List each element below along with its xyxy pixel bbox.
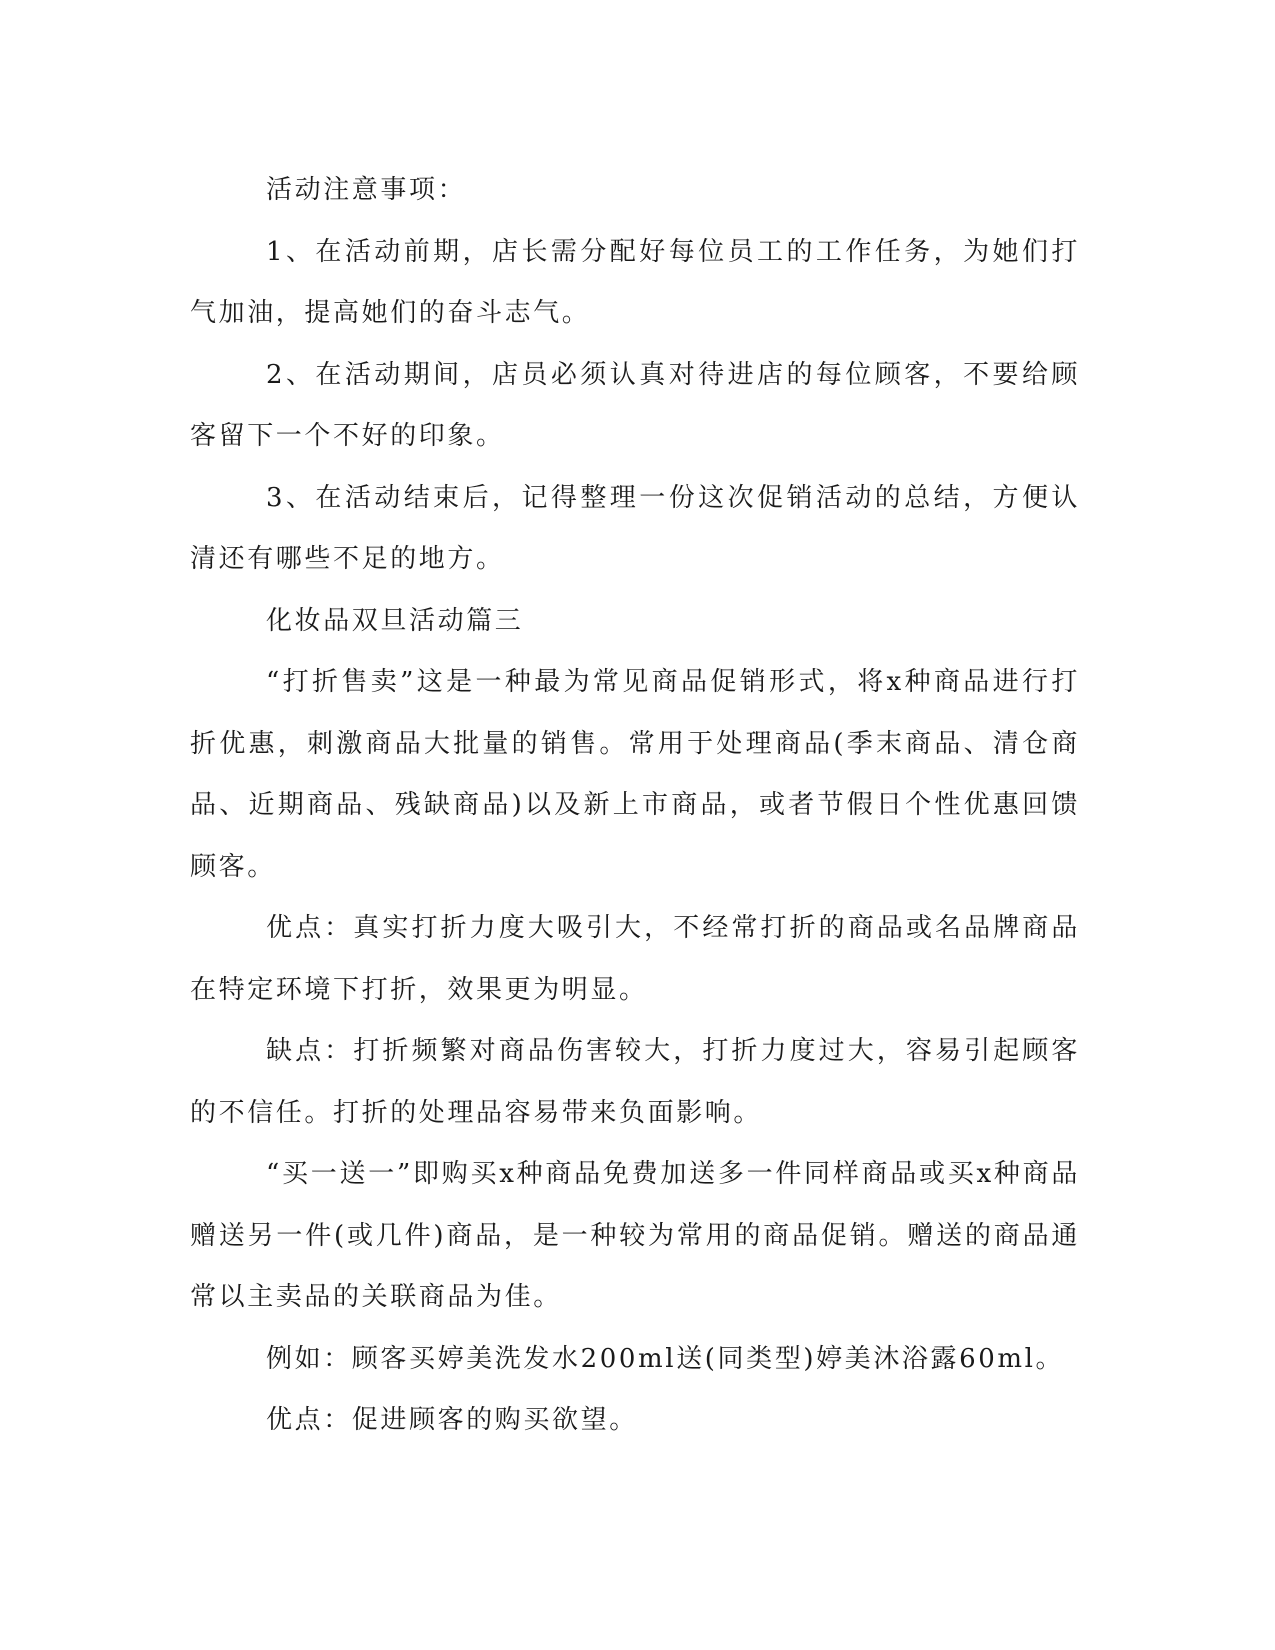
paragraph-note-1: 1、在活动前期，店长需分配好每位员工的工作任务，为她们打气加油，提高她们的奋斗志气。 — [190, 236, 1080, 328]
paragraph-example: 例如：顾客买婷美洗发水200ml送(同类型)婷美沐浴露60ml。 — [266, 1343, 1065, 1374]
document-body — [190, 160, 1080, 1452]
paragraph-bogo-advantages: 优点：促进顾客的购买欲望。 — [266, 1405, 638, 1435]
paragraph-discount-advantages: 优点：真实打折力度大吸引大，不经常打折的商品或名品牌商品在特定环境下打折，效果更为明显。 — [190, 913, 1080, 1005]
paragraph-buy-one-get-one: “买一送一”即购买x种商品免费加送多一件同样商品或买x种商品赠送另一件(或几件)商品，是一种较为常用的商品促销。赠送的商品通常以主卖品的关联商品为佳。 — [190, 1159, 1080, 1312]
section-heading: 化妆品双旦活动篇三 — [266, 605, 524, 636]
paragraph-note-3: 3、在活动结束后，记得整理一份这次促销活动的总结，方便认清还有哪些不足的地方。 — [190, 482, 1080, 574]
paragraph-discount-sale: “打折售卖”这是一种最为常见商品促销形式，将x种商品进行打折优惠，刺激商品大批量的销售。常用于处理商品(季末商品、清仓商品、近期商品、残缺商品)以及新上市商品，或者节假日个性优惠回馈顾客。 — [190, 667, 1080, 882]
paragraph-discount-disadvantages: 缺点：打折频繁对商品伤害较大，打折力度过大，容易引起顾客的不信任。打折的处理品容易带来负面影响。 — [190, 1036, 1080, 1128]
paragraph-notes-heading: 活动注意事项： — [266, 175, 467, 205]
paragraph-note-2: 2、在活动期间，店员必须认真对待进店的每位顾客，不要给顾客留下一个不好的印象。 — [190, 359, 1080, 451]
